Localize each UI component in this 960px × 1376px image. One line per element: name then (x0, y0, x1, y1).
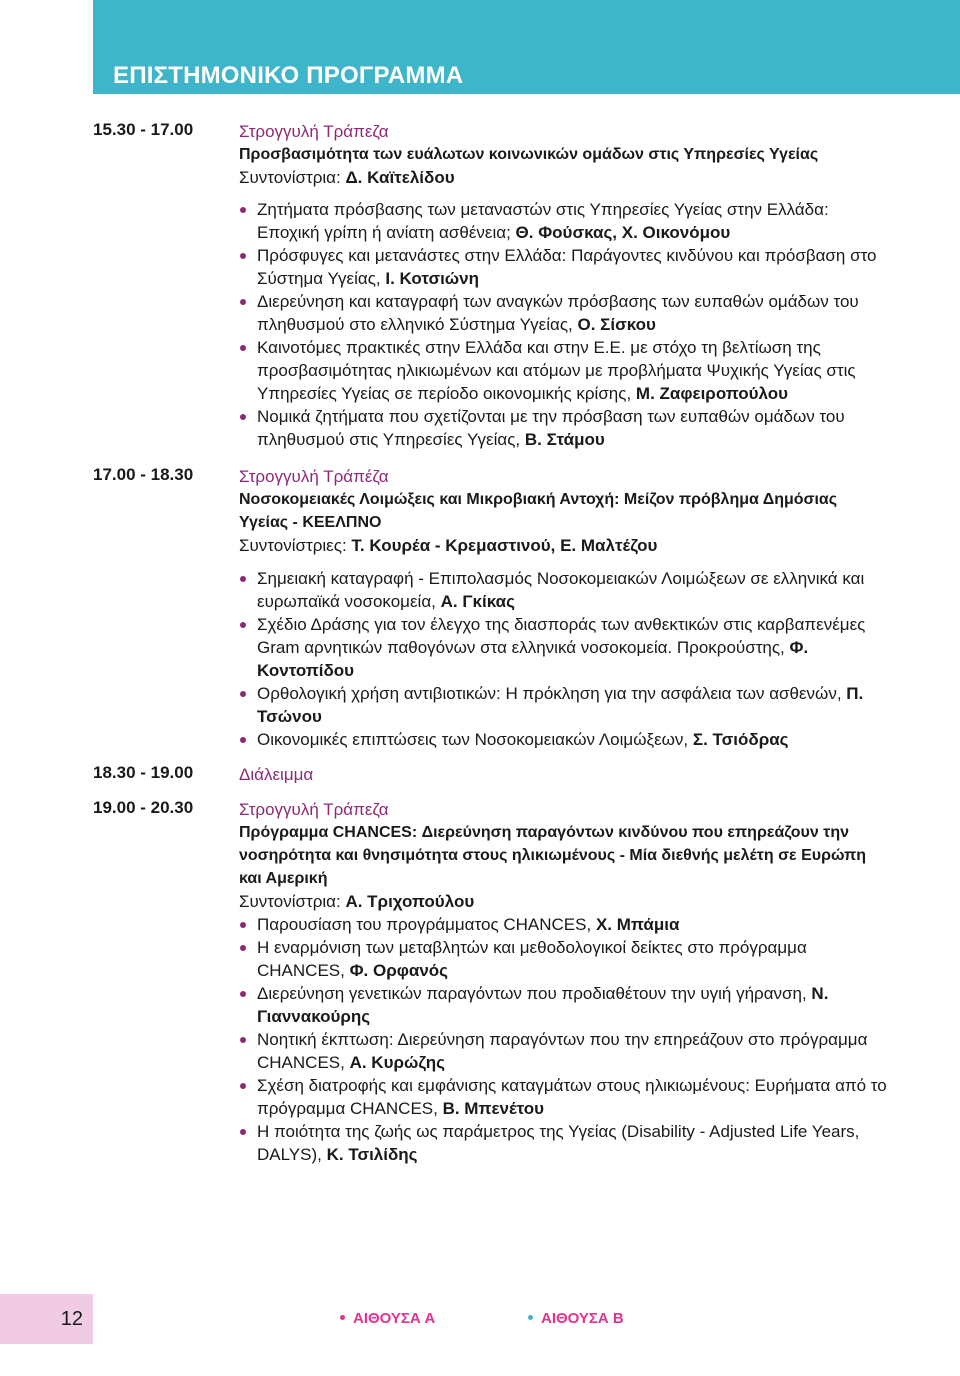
speaker-name: Φ. Κοντοπίδου (257, 638, 809, 680)
session-time: 19.00 - 20.30 (93, 798, 194, 817)
hall-a-label: ΑΙΘΟΥΣΑ Α (353, 1310, 436, 1327)
talk-item: Σχέση διατροφής και εμφάνισης καταγμάτων στους ηλικιωμένους: Ευρήματα από το πρόγραμμα CHANCES, Β. Μπενέτου (239, 1074, 893, 1120)
talk-item: Σημειακή καταγραφή - Επιπολασμός Νοσοκομειακών Λοιμώξεων σε ελληνικά και ευρωπαϊκά νοσοκομεία, Α. Γκίκας (239, 567, 893, 613)
legend-hall-a (340, 1310, 435, 1327)
talk-item: Ορθολογική χρήση αντιβιοτικών: Η πρόκληση για την ασφάλεια των ασθενών, Π. Τσώνου (239, 682, 893, 728)
speaker-name: Χ. Μπάμια (595, 915, 680, 934)
session-type: Στρογγυλή Τράπεζα (239, 800, 389, 819)
talk-item: Η ποιότητα της ζωής ως παράμετρος της Υγείας (Disability - Adjusted Life Years, DALYS), Κ. Τσιλίδης (239, 1120, 893, 1166)
talk-list (239, 913, 893, 1166)
session-type: Διάλειμμα (239, 765, 314, 784)
speaker-name: Σ. Τσιόδρας (692, 730, 789, 749)
speaker-name: Κ. Τσιλίδης (326, 1145, 418, 1164)
speaker-name: Ν. Γιαννακούρης (257, 984, 829, 1026)
page-header (93, 0, 960, 94)
session-coordinator (239, 890, 893, 913)
talk-item: Διερεύνηση και καταγραφή των αναγκών πρόσβασης των ευπαθών ομάδων του πληθυσμού στο ελληνικό Σύστημα Υγείας, Ο. Σίσκου (239, 290, 893, 336)
session-time: 18.30 - 19.00 (93, 763, 194, 782)
coordinator-name: Τ. Κουρέα - Κρεμαστινού, Ε. Μαλτέζου (351, 536, 658, 555)
talk-item: Η εναρμόνιση των μεταβλητών και μεθοδολογικοί δείκτες στο πρόγραμμα CHANCES, Φ. Ορφανός (239, 936, 893, 982)
page-number: 12 (0, 1294, 93, 1344)
speaker-name: Μ. Ζαφειροπούλου (635, 384, 789, 403)
session-topic-line: νοσηρότητα και θνησιμότητα στους ηλικιωμένους - Μία διεθνής μελέτη σε Ευρώπη (239, 847, 867, 864)
speaker-name: Α. Γκίκας (440, 592, 515, 611)
hall-b-label: ΑΙΘΟΥΣΑ Β (541, 1310, 624, 1327)
session-type: Στρογγυλή Τράπέζα (239, 467, 389, 486)
talk-item: Σχέδιο Δράσης για τον έλεγχο της διασποράς των ανθεκτικών στις καρβαπενέμες Gram αρνητικών παθογόνων στα ελληνικά νοσοκομεία. Προκρούστης, Φ. Κοντοπίδου (239, 613, 893, 682)
session (93, 465, 893, 751)
coordinator-label: Συντονίστριες: (239, 536, 352, 555)
session-topic-line: Προσβασιμότητα των ευάλωτων κοινωνικών ομάδων στις Υπηρεσίες Υγείας (239, 146, 819, 163)
speaker-name: Φ. Ορφανός (349, 961, 449, 980)
talk-item: Παρουσίαση του προγράμματος CHANCES, Χ. Μπάμια (239, 913, 893, 936)
coordinator-name: Δ. Καϊτελίδου (345, 168, 455, 187)
session (93, 120, 893, 451)
hall-b-dot-icon (528, 1315, 533, 1320)
speaker-name: Β. Μπενέτου (442, 1099, 545, 1118)
session-time: 17.00 - 18.30 (93, 465, 194, 484)
legend-hall-b (528, 1310, 624, 1327)
session-topic-line: Πρόγραμμα CHANCES: Διερεύνηση παραγόντων κινδύνου που επηρεάζουν την (239, 824, 849, 841)
coordinator-name: Α. Τριχοπούλου (345, 892, 475, 911)
speaker-name: Β. Στάμου (524, 430, 605, 449)
program-content (93, 120, 893, 1166)
session-topic (239, 488, 893, 534)
session-topic (239, 821, 893, 890)
talk-item: Νοητική έκπτωση: Διερεύνηση παραγόντων που την επηρεάζουν στο πρόγραμμα CHANCES, Α. Κυρώζης (239, 1028, 893, 1074)
speaker-name: Ι. Κοτσιώνη (385, 269, 479, 288)
speaker-name: Α. Κυρώζης (349, 1053, 445, 1072)
session-type: Στρογγυλή Τράπεζα (239, 122, 389, 141)
talk-item: Διερεύνηση γενετικών παραγόντων που προδιαθέτουν την υγιή γήρανση, Ν. Γιαννακούρης (239, 982, 893, 1028)
talk-item: Πρόσφυγες και μετανάστες στην Ελλάδα: Παράγοντες κινδύνου και πρόσβαση στο Σύστημα Υγείας, Ι. Κοτσιώνη (239, 244, 893, 290)
session-topic-line: Νοσοκομειακές Λοιμώξεις και Μικροβιακή Αντοχή: Μείζον πρόβλημα Δημόσιας (239, 491, 838, 508)
session-break (93, 763, 893, 786)
session-coordinator (239, 534, 893, 557)
talk-item: Νομικά ζητήματα που σχετίζονται με την πρόσβαση των ευπαθών ομάδων του πληθυσμού στις Υπηρεσίες Υγείας, Β. Στάμου (239, 405, 893, 451)
talk-list (239, 567, 893, 751)
session-time: 15.30 - 17.00 (93, 120, 194, 139)
session-topic-line: Υγείας - ΚΕΕΛΠΝΟ (239, 514, 382, 531)
speaker-name: Π. Τσώνου (257, 684, 864, 726)
session-topic-line: και Αμερική (239, 870, 328, 887)
talk-item: Οικονομικές επιπτώσεις των Νοσοκομειακών Λοιμώξεων, Σ. Τσιόδρας (239, 728, 893, 751)
page-footer (0, 1294, 960, 1350)
hall-a-dot-icon (340, 1315, 345, 1320)
speaker-name: Θ. Φούσκας, Χ. Οικονόμου (515, 223, 731, 242)
talk-item: Καινοτόμες πρακτικές στην Ελλάδα και στην Ε.Ε. με στόχο τη βελτίωση της προσβασιμότητας ηλικιωμένων και ατόμων με προβλήματα Ψυχικής Υγείας στις Υπηρεσίες Υγείας σε περίοδο οικονομικής κρίσης, Μ. Ζαφειροπούλου (239, 336, 893, 405)
session (93, 798, 893, 1166)
session-coordinator (239, 166, 893, 189)
coordinator-label: Συντονίστρια: (239, 168, 346, 187)
page-title: ΕΠΙΣΤΗΜΟΝΙΚΟ ΠΡΟΓΡΑΜΜΑ (113, 62, 464, 89)
talk-list (239, 198, 893, 451)
coordinator-label: Συντονίστρια: (239, 892, 346, 911)
talk-item: Ζητήματα πρόσβασης των μεταναστών στις Υπηρεσίες Υγείας στην Ελλάδα: Εποχική γρίπη ή ανίατη ασθένεια; Θ. Φούσκας, Χ. Οικονόμου (239, 198, 893, 244)
session-topic (239, 143, 893, 166)
speaker-name: Ο. Σίσκου (577, 315, 656, 334)
